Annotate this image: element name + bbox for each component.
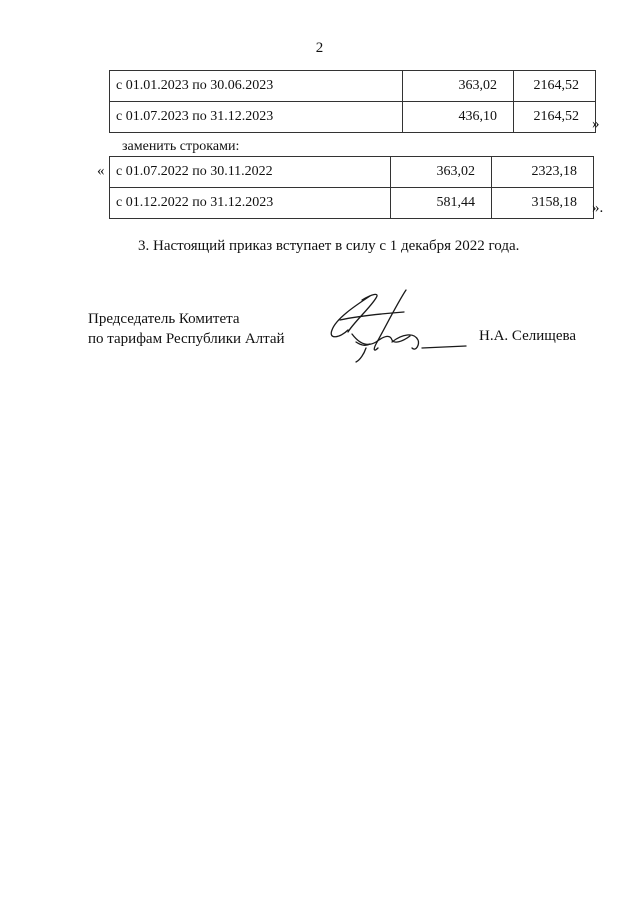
table-row	[110, 157, 594, 188]
table-row	[110, 71, 596, 102]
table-row	[110, 188, 594, 219]
paragraph-3: 3. Настоящий приказ вступает в силу с 1 декабря 2022 года.	[138, 238, 520, 254]
period-cell: с 01.01.2023 по 30.06.2023	[110, 71, 403, 102]
period-cell: с 01.07.2022 по 30.11.2022	[110, 157, 391, 188]
signatory-name: Н.А. Селищева	[479, 328, 577, 344]
value-cell: 363,02	[391, 157, 492, 188]
value-cell: 363,02	[403, 71, 514, 102]
handwritten-signature	[318, 282, 468, 367]
signatory-title-line: по тарифам Республики Алтай	[88, 331, 285, 347]
period-cell: с 01.12.2022 по 31.12.2023	[110, 188, 391, 219]
value-cell: 3158,18	[492, 188, 594, 219]
value-cell: 581,44	[391, 188, 492, 219]
value-cell: 436,10	[403, 102, 514, 133]
value-cell: 2323,18	[492, 157, 594, 188]
signatory-title-line: Председатель Комитета	[88, 311, 240, 327]
tariff-table-current	[109, 70, 596, 133]
value-cell: 2164,52	[514, 102, 596, 133]
period-cell: с 01.07.2023 по 31.12.2023	[110, 102, 403, 133]
closing-quote-final: ».	[592, 200, 604, 216]
page-number: 2	[315, 40, 324, 56]
signatory-title	[88, 309, 285, 349]
tariff-table-new	[109, 156, 594, 219]
replace-instruction: заменить строками:	[122, 139, 240, 154]
closing-quote: »	[592, 116, 600, 132]
table-row	[110, 102, 596, 133]
opening-quote: «	[97, 163, 105, 179]
value-cell: 2164,52	[514, 71, 596, 102]
